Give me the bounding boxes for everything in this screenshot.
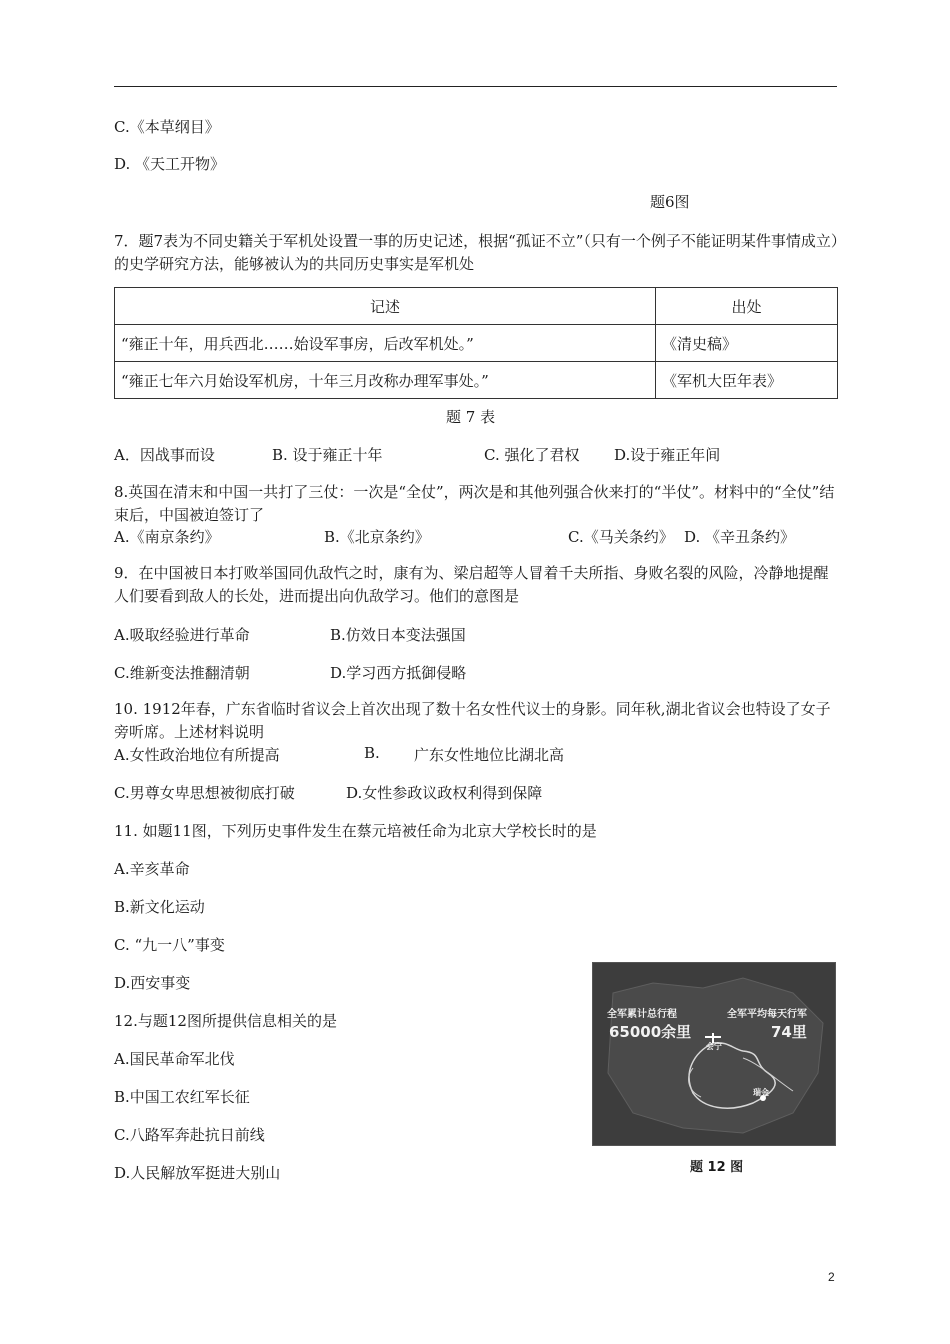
q12-option-d: D.人民解放军挺进大别山: [114, 1164, 281, 1182]
q8-stem: 8.英国在清末和中国一共打了三仗：一次是“全仗”，两次是和其他列强合伙来打的“半仗”。材料中的“全仗”结束后，中国被迫签订了: [114, 483, 835, 524]
q10-option-b-letter: B.: [364, 744, 380, 762]
q9-option-c: C.维新变法推翻清朝: [114, 664, 250, 682]
q8-option-b: B.《北京条约》: [324, 528, 430, 546]
q8-option-d: D. 《辛丑条约》: [684, 528, 796, 546]
q6-option-d: D. 《天工开物》: [114, 155, 226, 173]
q12-stem: 12.与题12图所提供信息相关的是: [114, 1012, 337, 1030]
q10-option-c: C.男尊女卑思想被彻底打破: [114, 784, 295, 802]
q10-option-a: A.女性政治地位有所提高: [114, 746, 280, 764]
q8-option-c: C.《马关条约》: [568, 528, 674, 546]
q11-option-d: D.西安事变: [114, 974, 191, 992]
table-cell: “雍正十年，用兵西北……始设军事房，后改军机处。”: [115, 325, 656, 362]
daily-march-label: 全军平均每天行军: [727, 1009, 807, 1020]
q7-table-caption: 题 7 表: [446, 408, 496, 426]
q12-figure-caption: 题 12 图: [690, 1160, 744, 1175]
table-cell: “雍正七年六月始设军机房，十年三月改称办理军事处。”: [115, 362, 656, 399]
total-distance-value: 65000余里: [609, 1023, 692, 1041]
page-number: 2: [828, 1270, 835, 1284]
table-header-cell: 记述: [115, 288, 656, 325]
q11-option-b: B.新文化运动: [114, 898, 205, 916]
q8-option-a: A.《南京条约》: [114, 528, 220, 546]
q9-option-d: D.学习西方抵御侵略: [330, 664, 467, 682]
table-cell: 《清史稿》: [656, 325, 838, 362]
daily-march-value: 74里: [771, 1023, 807, 1041]
place-huining: 会宁: [706, 1042, 722, 1051]
q11-option-c: C. “九一八”事变: [114, 936, 225, 954]
q9-stem: 9．在中国被日本打败举国同仇敌忾之时，康有为、梁启超等人冒着千夫所指、身败名裂的风险，冷静地提醒人们要看到敌人的长处，进而提出向仇敌学习。他们的意图是: [114, 564, 829, 605]
q6-figure-caption: 题6图: [650, 193, 690, 211]
table-cell: 《军机大臣年表》: [656, 362, 838, 399]
q7-option-d: D.设于雍正年间: [614, 446, 721, 464]
table-row: [115, 325, 838, 362]
table-header-row: [115, 288, 838, 325]
long-march-map-image: [592, 962, 836, 1146]
header-rule: [114, 86, 837, 87]
q10-option-d: D.女性参政议政权利得到保障: [346, 784, 543, 802]
q7-option-c: C. 强化了君权: [484, 446, 580, 464]
table-header-cell: 出处: [656, 288, 838, 325]
q11-stem: 11. 如题11图，下列历史事件发生在蔡元培被任命为北京大学校长时的是: [114, 822, 597, 840]
q12-option-b: B.中国工农红军长征: [114, 1088, 250, 1106]
q6-option-c: C.《本草纲目》: [114, 118, 220, 136]
q9-option-b: B.仿效日本变法强国: [330, 626, 466, 644]
q7-option-a: A．因战事而设: [114, 446, 215, 464]
q10-option-b-text: 广东女性地位比湖北高: [414, 746, 565, 764]
q9-option-a: A.吸取经验进行革命: [114, 626, 250, 644]
q10-stem: 10. 1912年春，广东省临时省议会上首次出现了数十名女性代议士的身影。同年秋,湖北省议会也特设了女子旁听席。上述材料说明: [114, 700, 831, 741]
place-ruijin: 瑞金: [753, 1088, 769, 1097]
table-row: [115, 362, 838, 399]
map-graphic: [593, 963, 835, 1145]
q12-option-c: C.八路军奔赴抗日前线: [114, 1126, 265, 1144]
q7-option-b: B. 设于雍正十年: [272, 446, 383, 464]
q12-option-a: A.国民革命军北伐: [114, 1050, 235, 1068]
total-distance-label: 全军累计总行程: [607, 1009, 677, 1020]
q7-stem: 7．题7表为不同史籍关于军机处设置一事的历史记述，根据“孤证不立”（只有一个例子不能证明某件事情成立）的史学研究方法，能够被认为的共同历史事实是军机处: [114, 232, 839, 273]
q11-option-a: A.辛亥革命: [114, 860, 190, 878]
q7-table: [114, 287, 838, 399]
